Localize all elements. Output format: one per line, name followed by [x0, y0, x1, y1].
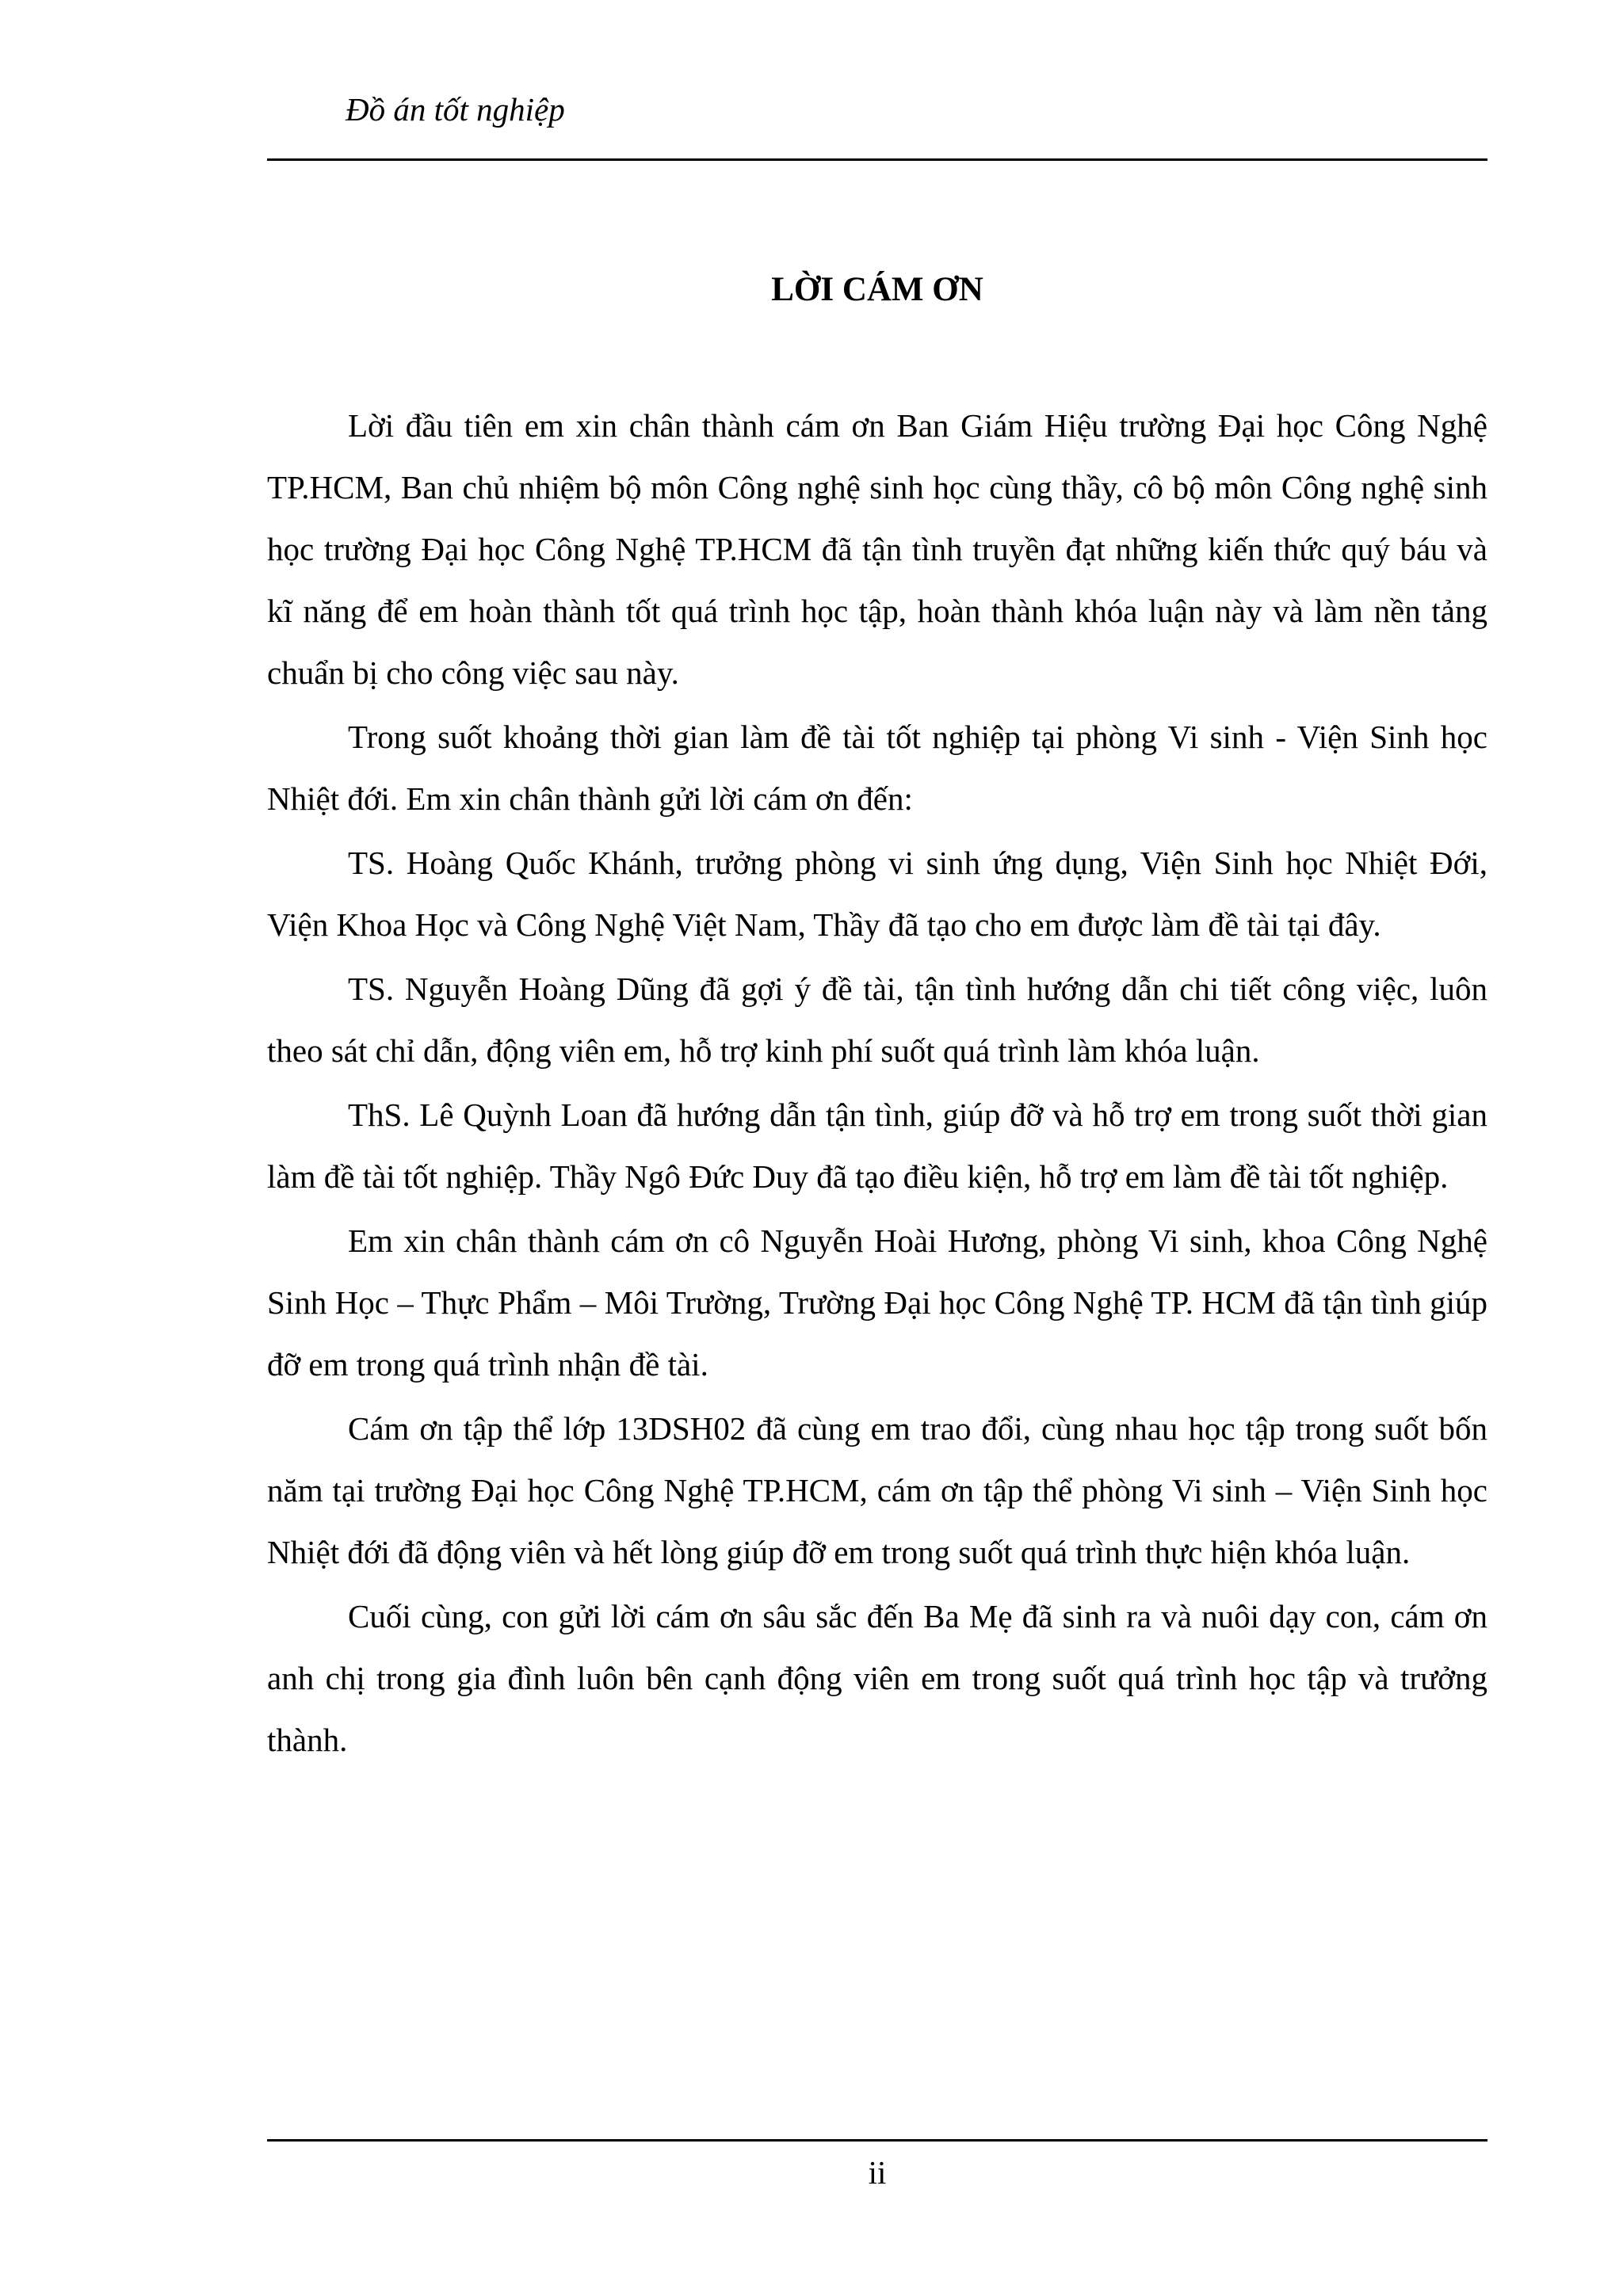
paragraph-thanks-family: Cuối cùng, con gửi lời cám ơn sâu sắc đến Ba Mẹ đã sinh ra và nuôi dạy con, cám ơn anh chị trong gia đình luôn bên cạnh động viên em trong suốt quá trình học tập và trưởng thành.	[267, 1598, 1487, 1758]
paragraph-thanks-nguyen-hoai-huong: Em xin chân thành cám ơn cô Nguyễn Hoài Hương, phòng Vi sinh, khoa Công Nghệ Sinh Học – Thực Phẩm – Môi Trường, Trường Đại học Công Nghệ TP. HCM đã tận tình giúp đỡ em trong quá trình nhận đề tài.	[267, 1222, 1487, 1383]
paragraph-thanks-nguyen-hoang-dung: TS. Nguyễn Hoàng Dũng đã gợi ý đề tài, tận tình hướng dẫn chi tiết công việc, luôn theo sát chỉ dẫn, động viên em, hỗ trợ kinh phí suốt quá trình làm khóa luận.	[267, 971, 1487, 1069]
header-rule	[267, 158, 1487, 161]
paragraph-thanks-university: Lời đầu tiên em xin chân thành cám ơn Ban Giám Hiệu trường Đại học Công Nghệ TP.HCM, Ban chủ nhiệm bộ môn Công nghệ sinh học cùng thầy, cô bộ môn Công nghệ sinh học trường Đại học Công Nghệ TP.HCM đã tận tình truyền đạt những kiến thức quý báu và kĩ năng để em hoàn thành tốt quá trình học tập, hoàn thành khóa luận này và làm nền tảng chuẩn bị cho công việc sau này.	[267, 407, 1487, 691]
acknowledgement-body	[267, 395, 1487, 1773]
paragraph-thanks-le-quynh-loan: ThS. Lê Quỳnh Loan đã hướng dẫn tận tình, giúp đỡ và hỗ trợ em trong suốt thời gian làm đề tài tốt nghiệp. Thầy Ngô Đức Duy đã tạo điều kiện, hỗ trợ em làm đề tài tốt nghiệp.	[267, 1097, 1487, 1195]
page-title: LỜI CÁM ƠN	[771, 271, 983, 308]
paragraph-internship-intro: Trong suốt khoảng thời gian làm đề tài tốt nghiệp tại phòng Vi sinh - Viện Sinh học Nhiệt đới. Em xin chân thành gửi lời cám ơn đến:	[267, 719, 1487, 817]
paragraph-thanks-hoang-quoc-khanh: TS. Hoàng Quốc Khánh, trưởng phòng vi sinh ứng dụng, Viện Sinh học Nhiệt Đới, Viện Khoa Học và Công Nghệ Việt Nam, Thầy đã tạo cho em được làm đề tài tại đây.	[267, 845, 1487, 943]
running-header: Đồ án tốt nghiệp	[346, 91, 565, 128]
footer-rule	[267, 2139, 1487, 2142]
paragraph-thanks-classmates: Cám ơn tập thể lớp 13DSH02 đã cùng em trao đổi, cùng nhau học tập trong suốt bốn năm tại trường Đại học Công Nghệ TP.HCM, cám ơn tập thể phòng Vi sinh – Viện Sinh học Nhiệt đới đã động viên và hết lòng giúp đỡ em trong suốt quá trình thực hiện khóa luận.	[267, 1410, 1487, 1570]
page-number: ii	[868, 2154, 887, 2191]
